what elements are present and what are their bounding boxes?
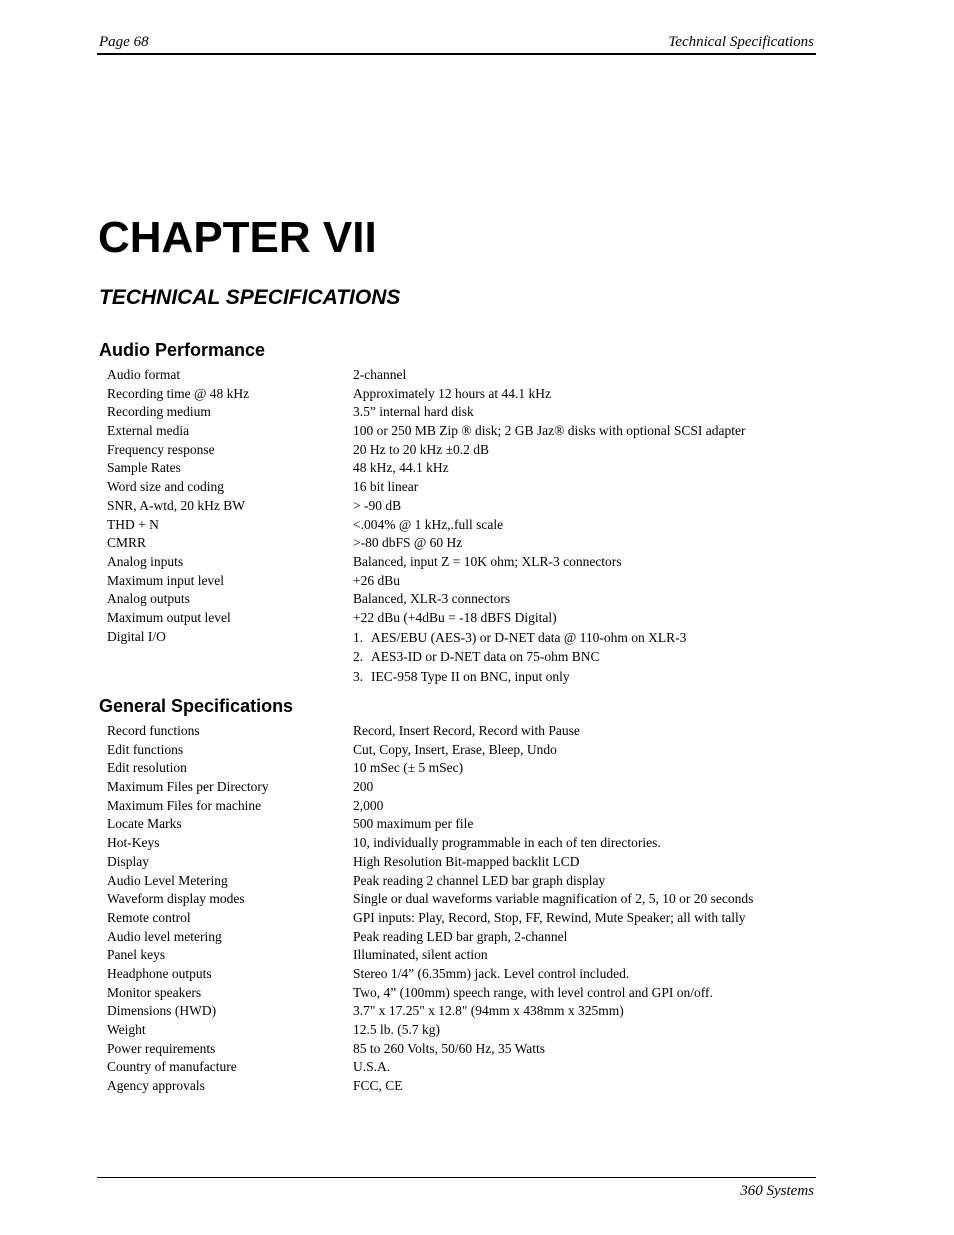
spec-row bbox=[107, 441, 807, 460]
spec-label: Dimensions (HWD) bbox=[107, 1003, 217, 1019]
spec-row bbox=[107, 1002, 807, 1021]
list-text: IEC-958 Type II on BNC, input only bbox=[371, 669, 570, 685]
spec-label: Edit resolution bbox=[107, 760, 187, 776]
spec-value: Approximately 12 hours at 44.1 kHz bbox=[353, 385, 551, 401]
spec-row bbox=[107, 965, 807, 984]
spec-label: Recording medium bbox=[107, 404, 211, 420]
spec-row bbox=[107, 778, 807, 797]
spec-row bbox=[107, 984, 807, 1003]
spec-row bbox=[107, 1040, 807, 1059]
spec-row bbox=[107, 741, 807, 760]
spec-label: Remote control bbox=[107, 909, 191, 925]
spec-row bbox=[107, 516, 807, 535]
spec-label: Analog inputs bbox=[107, 553, 184, 569]
spec-row bbox=[107, 478, 807, 497]
spec-label: Maximum output level bbox=[107, 609, 231, 625]
spec-label: Weight bbox=[107, 1022, 146, 1037]
spec-row bbox=[107, 366, 807, 385]
spec-label: Locate Marks bbox=[107, 816, 182, 832]
spec-label: Audio Level Metering bbox=[107, 872, 228, 888]
spec-row-digital-io bbox=[107, 628, 807, 688]
spec-value: +26 dBu bbox=[353, 572, 400, 588]
spec-row bbox=[107, 1077, 807, 1096]
page-footer bbox=[97, 1177, 816, 1199]
spec-label: External media bbox=[107, 423, 190, 439]
spec-label: Record functions bbox=[107, 723, 200, 738]
page-number: Page 68 bbox=[99, 34, 149, 50]
spec-value: 10, individually programmable in each of ten directories. bbox=[353, 835, 661, 851]
spec-label: Maximum input level bbox=[107, 572, 224, 588]
spec-value: Stereo 1/4” (6.35mm) jack. Level control included. bbox=[353, 965, 630, 981]
audio-performance-heading: Audio Performance bbox=[99, 340, 266, 360]
spec-value: 20 Hz to 20 kHz ±0.2 dB bbox=[353, 441, 490, 457]
spec-label: Digital I/O bbox=[107, 628, 166, 644]
spec-value: Cut, Copy, Insert, Erase, Bleep, Undo bbox=[353, 741, 557, 757]
spec-row bbox=[107, 722, 807, 741]
spec-value: 12.5 lb. (5.7 kg) bbox=[353, 1022, 440, 1037]
spec-row bbox=[107, 928, 807, 947]
spec-label: Panel keys bbox=[107, 947, 166, 963]
spec-row bbox=[107, 872, 807, 891]
list-number: 3. bbox=[353, 669, 364, 685]
spec-value: +22 dBu (+4dBu = -18 dBFS Digital) bbox=[353, 609, 557, 625]
digital-io-list bbox=[353, 628, 686, 687]
spec-value: >-80 dbFS @ 60 Hz bbox=[353, 535, 463, 551]
spec-value: 48 kHz, 44.1 kHz bbox=[353, 460, 449, 476]
spec-value: 100 or 250 MB Zip ® disk; 2 GB Jaz® disks with optional SCSI adapter bbox=[353, 423, 746, 439]
spec-value: Two, 4” (100mm) speech range, with level control and GPI on/off. bbox=[353, 984, 713, 1000]
spec-row bbox=[107, 853, 807, 872]
list-number: 1. bbox=[353, 629, 364, 645]
spec-value: Illuminated, silent action bbox=[353, 947, 488, 963]
footer-company: 360 Systems bbox=[740, 1183, 814, 1199]
spec-label: Edit functions bbox=[107, 741, 184, 757]
spec-row bbox=[107, 459, 807, 478]
list-text: AES3-ID or D-NET data on 75-ohm BNC bbox=[371, 649, 600, 665]
spec-value: 85 to 260 Volts, 50/60 Hz, 35 Watts bbox=[353, 1040, 546, 1056]
spec-value: <.004% @ 1 kHz,.full scale bbox=[353, 516, 504, 532]
spec-value: 2-channel bbox=[353, 367, 407, 382]
spec-label: Word size and coding bbox=[107, 479, 225, 495]
spec-row bbox=[107, 834, 807, 853]
spec-label: Hot-Keys bbox=[107, 835, 160, 851]
list-text: AES/EBU (AES-3) or D-NET data @ 110-ohm on XLR-3 bbox=[371, 629, 687, 645]
spec-row bbox=[107, 403, 807, 422]
spec-label: Waveform display modes bbox=[107, 891, 245, 907]
spec-label: Sample Rates bbox=[107, 460, 181, 476]
spec-label: Display bbox=[107, 853, 149, 869]
spec-row bbox=[107, 909, 807, 928]
spec-row bbox=[107, 422, 807, 441]
spec-value: Peak reading 2 channel LED bar graph display bbox=[353, 872, 606, 888]
spec-value: 3.5” internal hard disk bbox=[353, 404, 474, 420]
spec-value: GPI inputs: Play, Record, Stop, FF, Rewind, Mute Speaker; all with tally bbox=[353, 909, 746, 925]
spec-row bbox=[107, 759, 807, 778]
spec-value: Balanced, input Z = 10K ohm; XLR-3 connectors bbox=[353, 553, 622, 569]
spec-row bbox=[107, 1021, 807, 1040]
spec-label: Agency approvals bbox=[107, 1078, 205, 1094]
spec-row bbox=[107, 815, 807, 834]
spec-label: Monitor speakers bbox=[107, 984, 202, 1000]
spec-row bbox=[107, 590, 807, 609]
list-item bbox=[353, 628, 686, 648]
spec-value: 2,000 bbox=[353, 797, 384, 813]
chapter-subtitle: TECHNICAL SPECIFICATIONS bbox=[99, 286, 401, 309]
spec-label: Country of manufacture bbox=[107, 1059, 237, 1075]
spec-label: Recording time @ 48 kHz bbox=[107, 385, 250, 401]
spec-value: 16 bit linear bbox=[353, 479, 419, 495]
spec-label: Power requirements bbox=[107, 1040, 216, 1056]
spec-value: 3.7" x 17.25" x 12.8" (94mm x 438mm x 325mm) bbox=[353, 1003, 624, 1019]
list-item bbox=[353, 647, 686, 667]
spec-label: Analog outputs bbox=[107, 591, 190, 607]
chapter-title: CHAPTER VII bbox=[98, 213, 377, 262]
spec-label: Maximum Files for machine bbox=[107, 797, 262, 813]
spec-value: 500 maximum per file bbox=[353, 816, 474, 832]
spec-label: SNR, A-wtd, 20 kHz BW bbox=[107, 497, 245, 513]
spec-row bbox=[107, 946, 807, 965]
list-item bbox=[353, 667, 686, 687]
spec-value: 200 bbox=[353, 779, 374, 795]
spec-row bbox=[107, 572, 807, 591]
spec-label: Headphone outputs bbox=[107, 965, 212, 981]
spec-row bbox=[107, 797, 807, 816]
spec-value: Peak reading LED bar graph, 2-channel bbox=[353, 928, 568, 944]
spec-row bbox=[107, 534, 807, 553]
spec-value: 10 mSec (± 5 mSec) bbox=[353, 760, 464, 776]
spec-label: THD + N bbox=[107, 516, 159, 532]
spec-label: CMRR bbox=[107, 535, 147, 551]
spec-row bbox=[107, 497, 807, 516]
spec-value: > -90 dB bbox=[353, 497, 402, 513]
spec-value: Balanced, XLR-3 connectors bbox=[353, 591, 511, 607]
page-header bbox=[97, 33, 816, 55]
spec-label: Audio format bbox=[107, 367, 181, 382]
spec-row bbox=[107, 385, 807, 404]
spec-value: High Resolution Bit-mapped backlit LCD bbox=[353, 853, 580, 869]
spec-row bbox=[107, 609, 807, 628]
list-number: 2. bbox=[353, 649, 364, 665]
running-section-title: Technical Specifications bbox=[668, 34, 814, 50]
spec-value: Single or dual waveforms variable magnification of 2, 5, 10 or 20 seconds bbox=[353, 891, 754, 907]
spec-label: Audio level metering bbox=[107, 928, 222, 944]
spec-value: U.S.A. bbox=[353, 1059, 391, 1075]
spec-label: Maximum Files per Directory bbox=[107, 779, 269, 795]
spec-row bbox=[107, 1058, 807, 1077]
general-specifications-heading: General Specifications bbox=[99, 696, 294, 716]
spec-value: Record, Insert Record, Record with Pause bbox=[353, 723, 580, 738]
spec-label: Frequency response bbox=[107, 441, 215, 457]
spec-value: FCC, CE bbox=[353, 1078, 403, 1094]
audio-performance-table bbox=[107, 366, 807, 688]
spec-row bbox=[107, 553, 807, 572]
general-specifications-table bbox=[107, 722, 807, 1096]
spec-row bbox=[107, 890, 807, 909]
